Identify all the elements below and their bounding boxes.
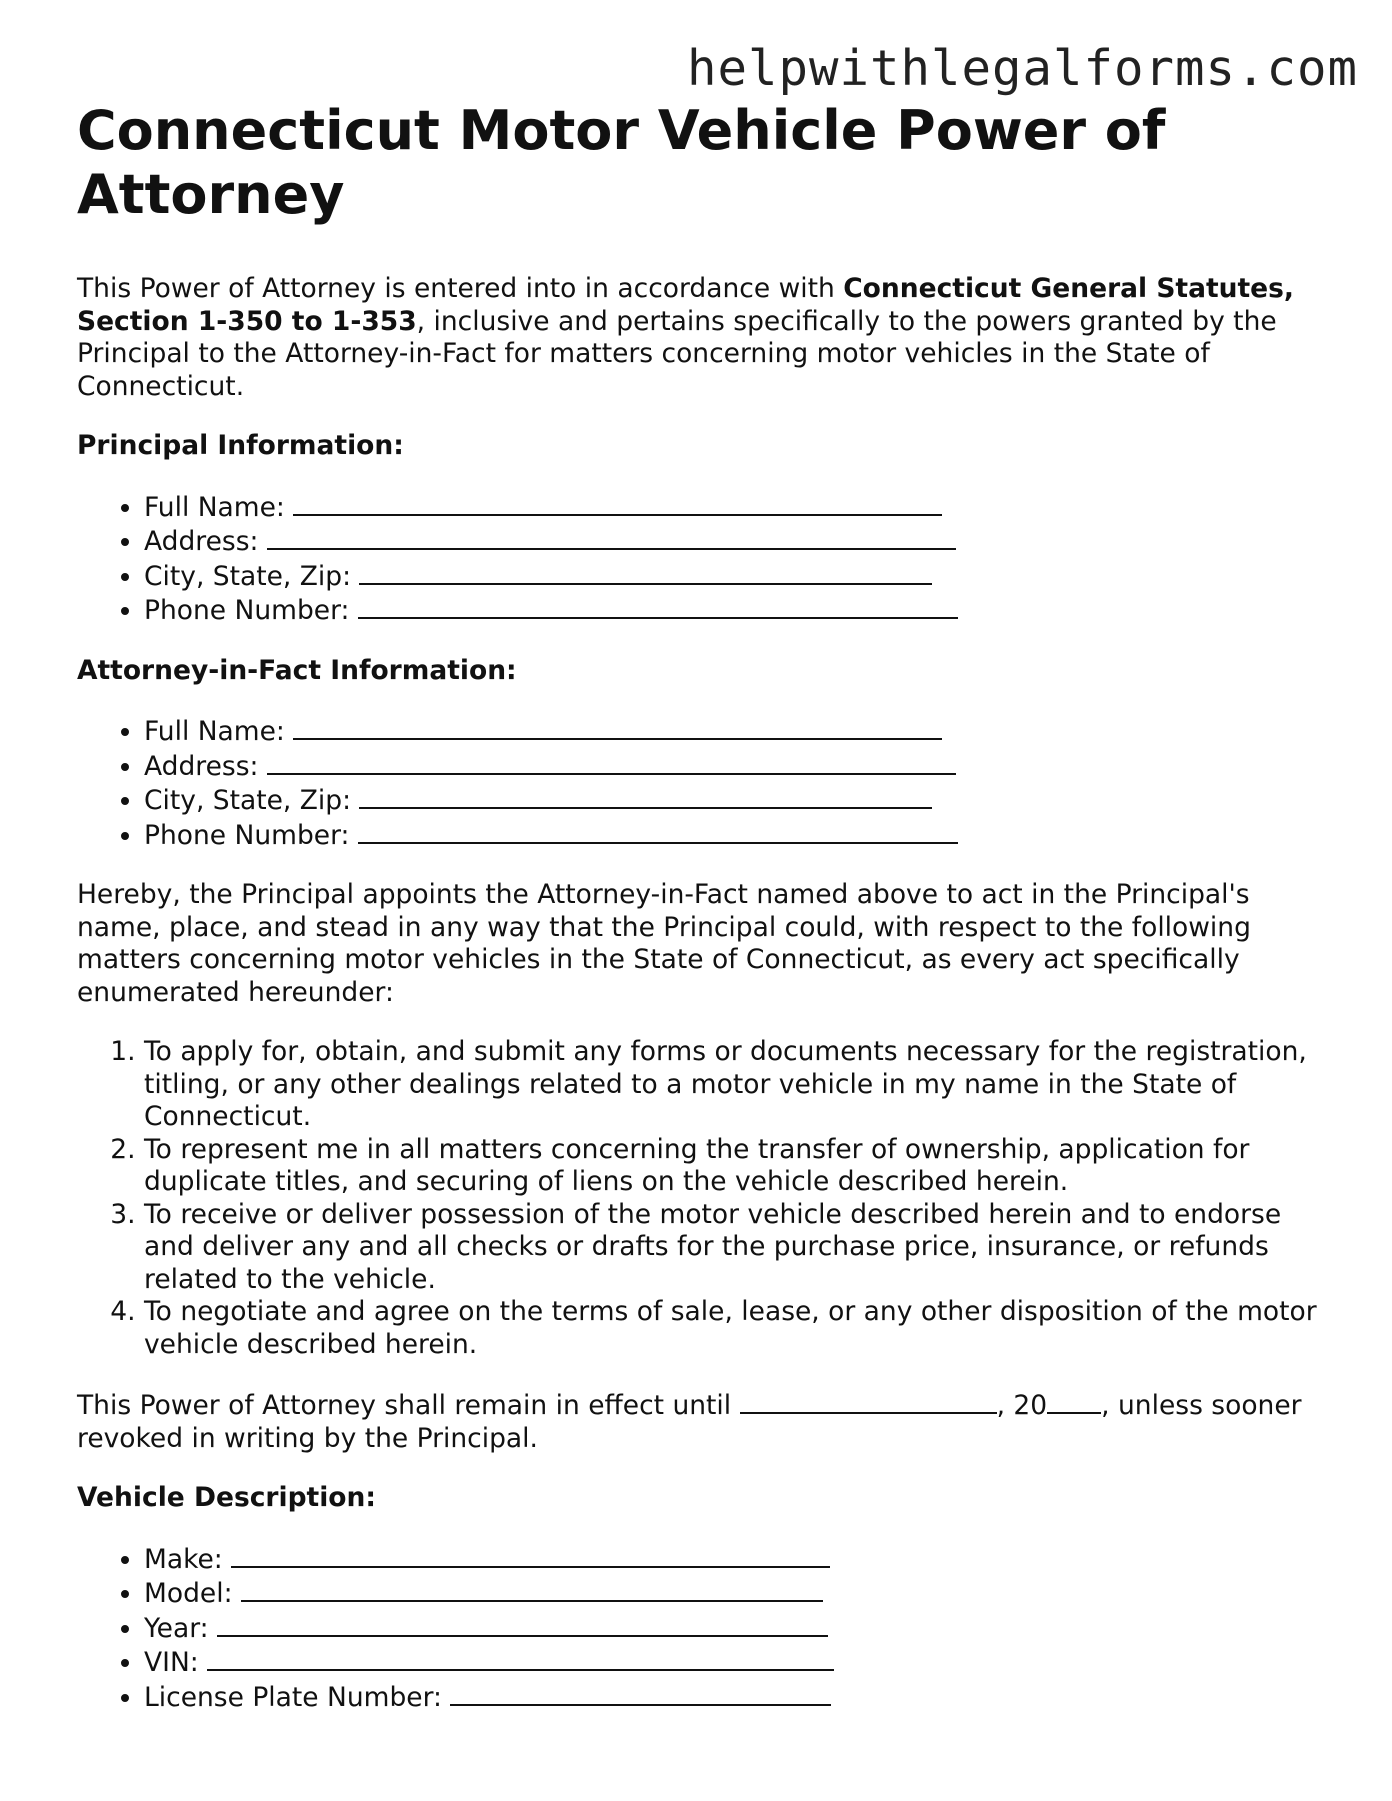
intro-text-end: , inclusive and pertains specifically to the powers granted by the Principal to the Attorney-in-Fact for matters concerning motor vehicles in the State of Connecticut. xyxy=(77,305,1277,402)
vehicle-model-blank[interactable] xyxy=(241,1576,823,1602)
principal-address-blank[interactable] xyxy=(267,524,956,550)
vehicle-vin-field: • VIN: xyxy=(144,1645,1327,1680)
principal-city-state-zip-blank[interactable] xyxy=(359,559,932,585)
attorney-heading: Attorney-in-Fact Information: xyxy=(77,654,517,686)
attorney-address-field: • Address: xyxy=(144,749,1327,784)
powers-list xyxy=(77,1036,1327,1361)
intro-statute-reference: Connecticut General Statutes, Section 1-350 to 1-353 xyxy=(77,273,1294,337)
attorney-city-state-zip-blank[interactable] xyxy=(359,783,932,809)
duration-paragraph: This Power of Attorney shall remain in effect until , 20 , unless sooner revoked in writing by the Principal. xyxy=(77,1390,1302,1454)
attorney-full-name-field: • Full Name: xyxy=(144,714,1327,749)
intro-text-start: This Power of Attorney is entered into in accordance with xyxy=(77,273,844,304)
attorney-phone-blank[interactable] xyxy=(358,818,958,844)
end-year-blank[interactable] xyxy=(1047,1388,1101,1414)
principal-phone-blank[interactable] xyxy=(358,593,958,619)
watermark: helpwithlegalforms.com xyxy=(686,40,1358,97)
vehicle-make-field: • Make: xyxy=(144,1542,1327,1577)
power-item: 4. To negotiate and agree on the terms of sale, lease, or any other disposition of the motor vehicle described herein. xyxy=(144,1296,1327,1361)
attorney-city-state-zip-field: • City, State, Zip: xyxy=(144,783,1327,818)
attorney-fields-list xyxy=(77,714,1327,852)
vehicle-fields-list xyxy=(77,1542,1327,1715)
attorney-phone-field: • Phone Number: xyxy=(144,818,1327,853)
intro-paragraph xyxy=(77,273,1327,403)
vehicle-license-plate-field: • License Plate Number: xyxy=(144,1680,1327,1715)
power-item: 2. To represent me in all matters concerning the transfer of ownership, application for duplicate titles, and securing of liens on the vehicle described herein. xyxy=(144,1134,1327,1199)
principal-address-field: • Address: xyxy=(144,524,1327,559)
vehicle-heading: Vehicle Description: xyxy=(77,1482,376,1513)
principal-fields-list xyxy=(77,490,1327,628)
principal-phone-field: • Phone Number: xyxy=(144,593,1327,628)
attorney-address-blank[interactable] xyxy=(267,749,956,775)
power-item: 1. To apply for, obtain, and submit any forms or documents necessary for the registration, titling, or any other dealings related to a motor vehicle in my name in the State of Connecticut. xyxy=(144,1036,1327,1134)
document-body xyxy=(77,99,1327,1714)
appointment-paragraph: Hereby, the Principal appoints the Attorney-in-Fact named above to act in the Principal's name, place, and stead in any way that the Principal could, with respect to the following matters concerning motor vehicles in the State of Connecticut, as every act specifically enumerated hereunder: xyxy=(77,879,1251,1008)
vehicle-year-field: • Year: xyxy=(144,1611,1327,1646)
principal-heading: Principal Information: xyxy=(77,430,404,461)
power-item: 3. To receive or deliver possession of the motor vehicle described herein and to endorse and deliver any and all checks or drafts for the purchase price, insurance, or refunds related to the vehicle. xyxy=(144,1199,1327,1297)
vehicle-license-plate-blank[interactable] xyxy=(450,1680,831,1706)
end-date-blank[interactable] xyxy=(740,1388,997,1414)
principal-full-name-field: • Full Name: xyxy=(144,490,1327,525)
vehicle-model-field: • Model: xyxy=(144,1576,1327,1611)
principal-full-name-blank[interactable] xyxy=(293,490,942,516)
document-title: Connecticut Motor Vehicle Power of Attorney xyxy=(77,99,1166,226)
vehicle-vin-blank[interactable] xyxy=(207,1645,834,1671)
vehicle-year-blank[interactable] xyxy=(217,1611,828,1637)
attorney-full-name-blank[interactable] xyxy=(293,714,942,740)
vehicle-make-blank[interactable] xyxy=(231,1542,830,1568)
principal-city-state-zip-field: • City, State, Zip: xyxy=(144,559,1327,594)
